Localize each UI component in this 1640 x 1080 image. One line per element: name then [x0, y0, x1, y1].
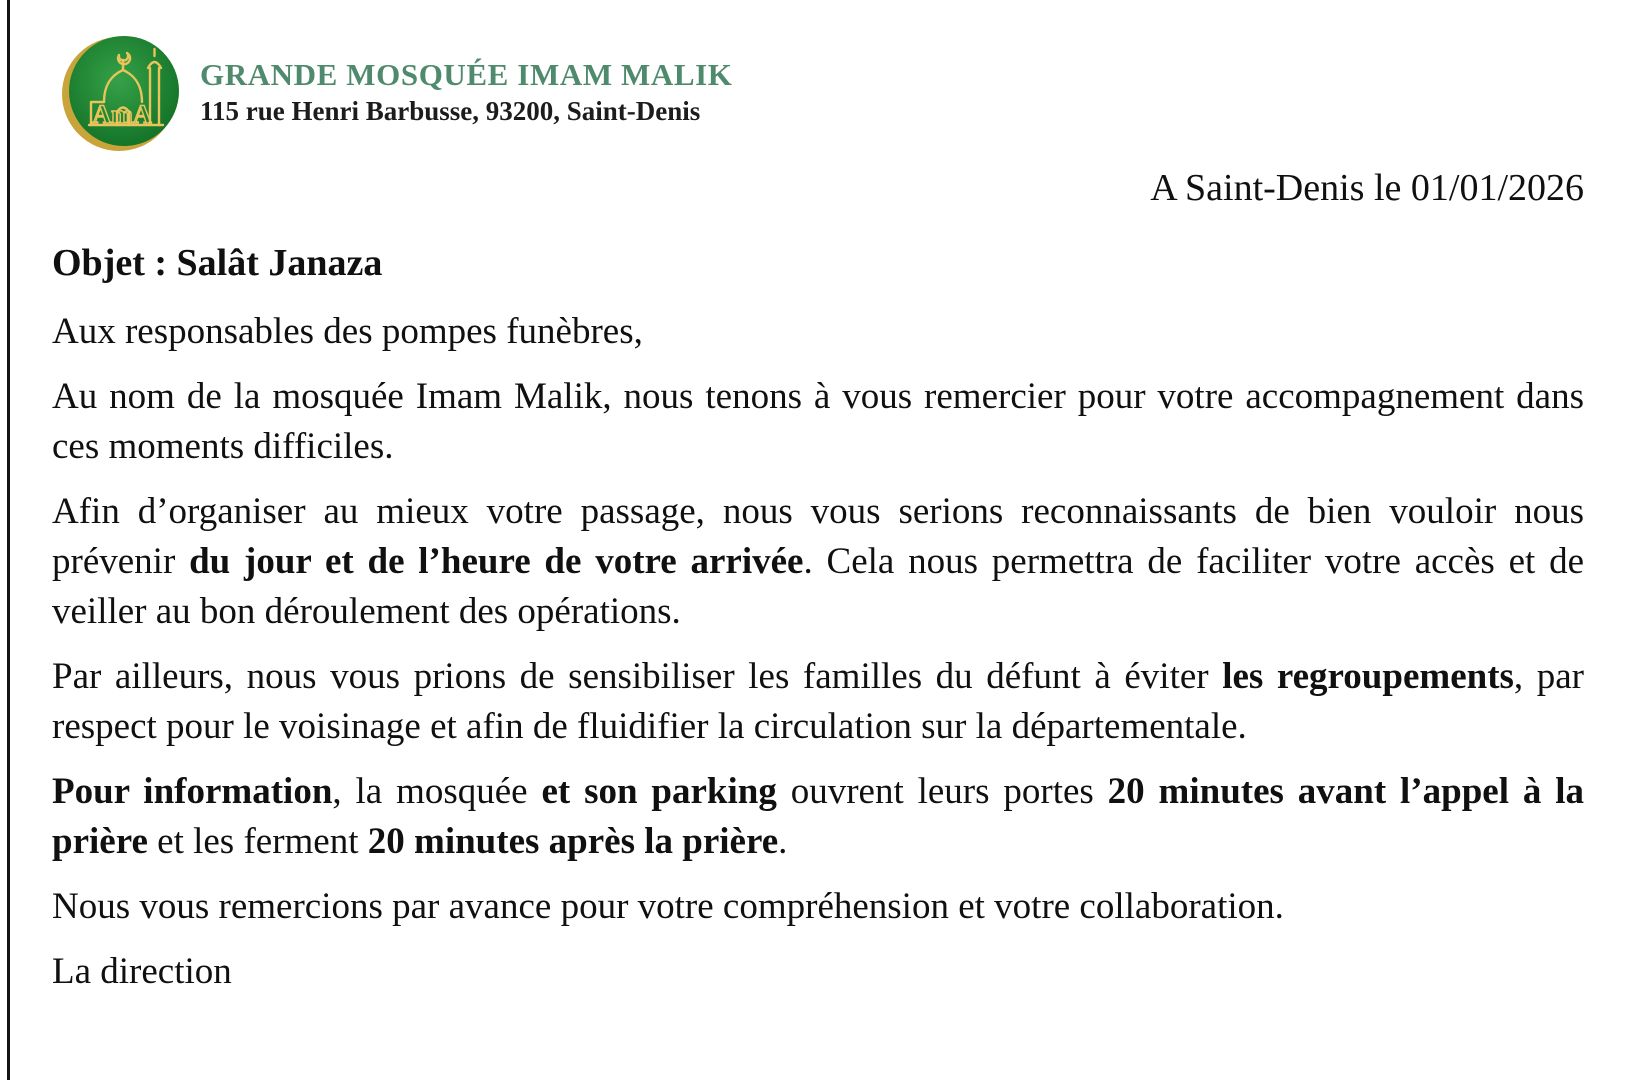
text-run: . Cela nous permettra de faciliter votre accès et de veiller au bon déroulement des opérations. — [52, 541, 1584, 632]
paragraph — [52, 372, 1584, 472]
text-run: Au nom de la mosquée Imam Malik, nous tenons à vous remercier pour votre accompagnement dans ces moments difficiles. — [52, 376, 1584, 467]
page-left-border — [7, 0, 10, 1080]
paragraph — [52, 947, 1584, 997]
subject-line: Objet : Salât Janaza — [52, 242, 383, 284]
mosque-logo-icon — [62, 32, 182, 152]
org-block — [200, 57, 733, 127]
text-run-bold: les regroupements — [1222, 656, 1514, 697]
text-run-bold: Pour information — [52, 771, 333, 812]
text-run-bold: du jour et de l’heure de votre arrivée — [189, 541, 804, 582]
text-run: Par ailleurs, nous vous prions de sensibiliser les familles du défunt à éviter — [52, 656, 1223, 697]
paragraph — [52, 487, 1584, 637]
org-name: GRANDE MOSQUÉE IMAM MALIK — [200, 57, 733, 92]
text-run: La direction — [52, 951, 232, 992]
text-run: Nous vous remercions par avance pour votre compréhension et votre collaboration. — [52, 886, 1284, 927]
paragraph — [52, 767, 1584, 867]
text-run: , par respect pour le voisinage et afin de fluidifier la circulation sur la départementale. — [52, 656, 1584, 747]
logo-monogram: AmA — [92, 100, 152, 129]
org-address: 115 rue Henri Barbusse, 93200, Saint-Denis — [200, 96, 701, 126]
text-run-bold: 20 minutes après la prière — [367, 821, 779, 862]
text-run: . — [778, 821, 788, 862]
date-line: A Saint-Denis le 01/01/2026 — [1150, 167, 1584, 209]
text-run-bold: et son parking — [541, 771, 777, 812]
paragraph — [52, 882, 1584, 932]
letter-body — [52, 307, 1584, 997]
text-run: , la mosquée — [332, 771, 542, 812]
text-run: Afin d’organiser au mieux votre passage, nous vous serions reconnaissants de bien vouloir nous prévenir — [52, 491, 1584, 582]
paragraph — [52, 307, 1584, 357]
paragraph — [52, 652, 1584, 752]
text-run: Aux responsables des pompes funèbres, — [52, 311, 643, 352]
text-run-bold: 20 minutes avant l’appel à la prière — [52, 771, 1584, 862]
letterhead — [52, 30, 1584, 154]
mosque-logo — [62, 32, 182, 152]
text-run: et les ferment — [147, 821, 368, 862]
text-run: ouvrent leurs portes — [776, 771, 1108, 812]
